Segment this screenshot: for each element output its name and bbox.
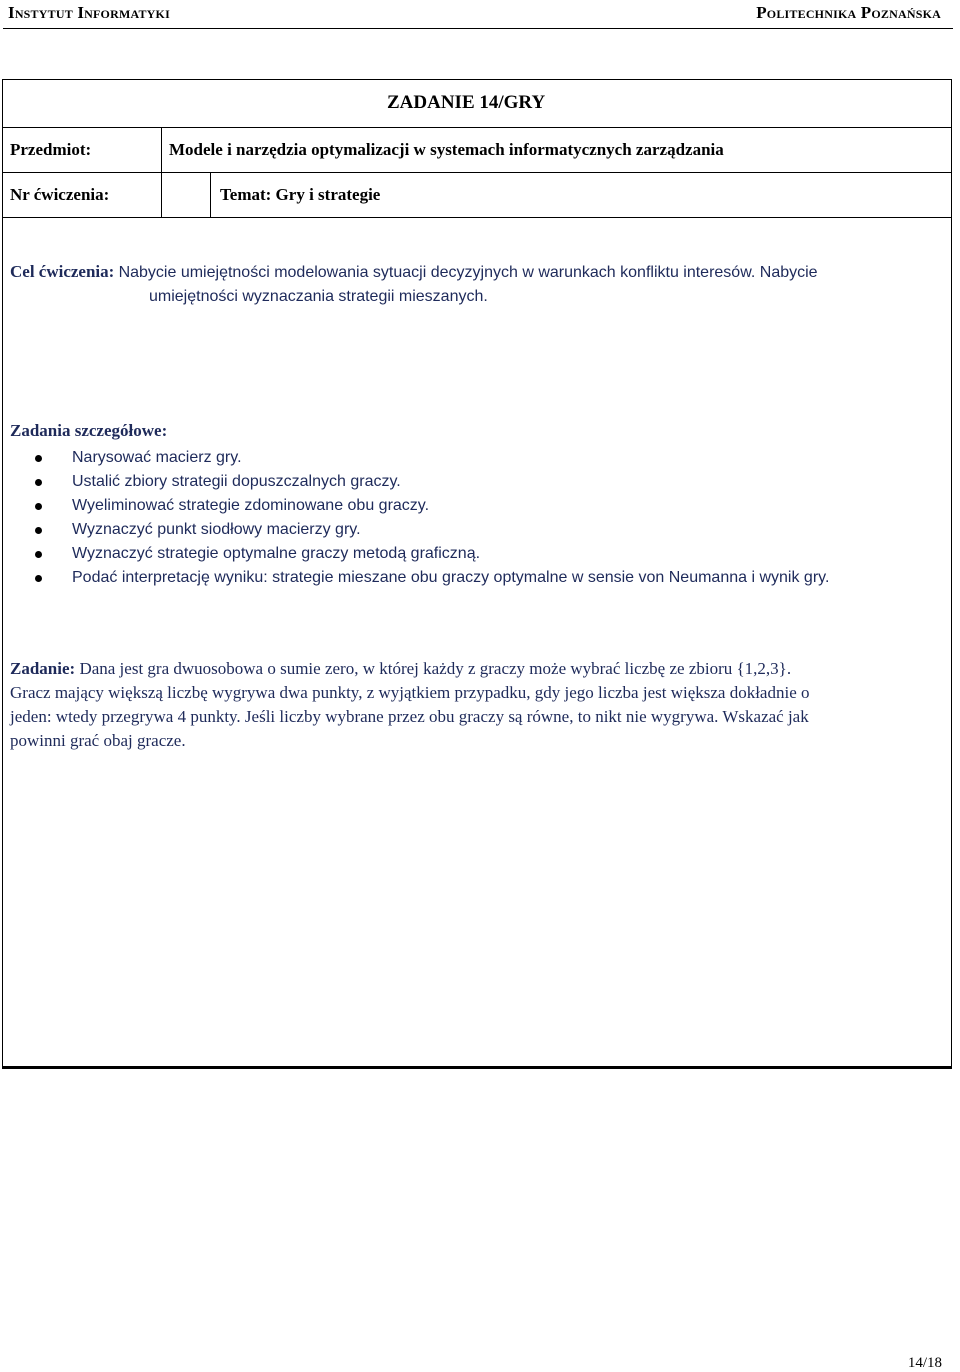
subject-label: Przedmiot: bbox=[10, 140, 92, 159]
header-rule bbox=[3, 28, 953, 29]
topic: Temat: Gry i strategie bbox=[220, 185, 381, 204]
task-title: ZADANIE 14/GRY bbox=[387, 92, 546, 113]
problem-line-3: jeden: wtedy przegrywa 4 punkty. Jeśli liczby wybrane przez obu graczy są równe, to nikt nie wygrywa. Wskazać jak bbox=[10, 707, 809, 726]
problem-line-2: Gracz mający większą liczbę wygrywa dwa punkty, z wyjątkiem przypadku, gdy jego liczba jest większa dokładnie o bbox=[10, 683, 810, 702]
table-rule bbox=[2, 127, 952, 128]
header-institute: Instytut Informatyki bbox=[8, 3, 170, 22]
list-item: Ustalić zbiory strategii dopuszczalnych graczy. bbox=[32, 470, 829, 494]
table-rule bbox=[2, 217, 952, 218]
details-list bbox=[32, 446, 829, 590]
table-divider bbox=[161, 172, 162, 217]
task-box-bottom-rule bbox=[2, 1066, 952, 1069]
bullet-icon bbox=[35, 551, 42, 558]
table-divider bbox=[161, 127, 162, 172]
goal-line-1 bbox=[10, 262, 818, 282]
goal-text-2: umiejętności wyznaczania strategii mieszanych. bbox=[149, 288, 488, 305]
list-item: Wyeliminować strategie zdominowane obu graczy. bbox=[32, 494, 829, 518]
bullet-icon bbox=[35, 479, 42, 486]
goal-text-1: Nabycie umiejętności modelowania sytuacji decyzyjnych w warunkach konfliktu interesów. Nabycie bbox=[118, 264, 818, 281]
page-number: 14/18 bbox=[907, 1355, 942, 1371]
details-heading: Zadania szczegółowe: bbox=[10, 421, 168, 440]
list-item: Wyznaczyć punkt siodłowy macierzy gry. bbox=[32, 518, 829, 542]
problem-line-1: Dana jest gra dwuosobowa o sumie zero, w której każdy z graczy może wybrać liczbę ze zbioru {1,2,3}. bbox=[79, 659, 792, 678]
bullet-icon bbox=[35, 455, 42, 462]
problem-statement bbox=[10, 657, 945, 753]
problem-label: Zadanie: bbox=[10, 659, 76, 678]
problem-line-4: powinni grać obaj gracze. bbox=[10, 731, 186, 750]
bullet-icon bbox=[35, 575, 42, 582]
bullet-icon bbox=[35, 527, 42, 534]
exercise-label: Nr ćwiczenia: bbox=[10, 185, 110, 204]
table-rule bbox=[2, 172, 952, 173]
table-divider bbox=[210, 172, 211, 217]
list-item: Wyznaczyć strategie optymalne graczy metodą graficzną. bbox=[32, 542, 829, 566]
header-university: Politechnika Poznańska bbox=[756, 3, 941, 22]
subject-value: Modele i narzędzia optymalizacji w systemach informatycznych zarządzania bbox=[169, 140, 724, 159]
goal-label: Cel ćwiczenia: bbox=[10, 262, 115, 281]
list-item: Podać interpretację wyniku: strategie mieszane obu graczy optymalne w sensie von Neumanna i wynik gry. bbox=[32, 566, 829, 590]
list-item: Narysować macierz gry. bbox=[32, 446, 829, 470]
bullet-icon bbox=[35, 503, 42, 510]
